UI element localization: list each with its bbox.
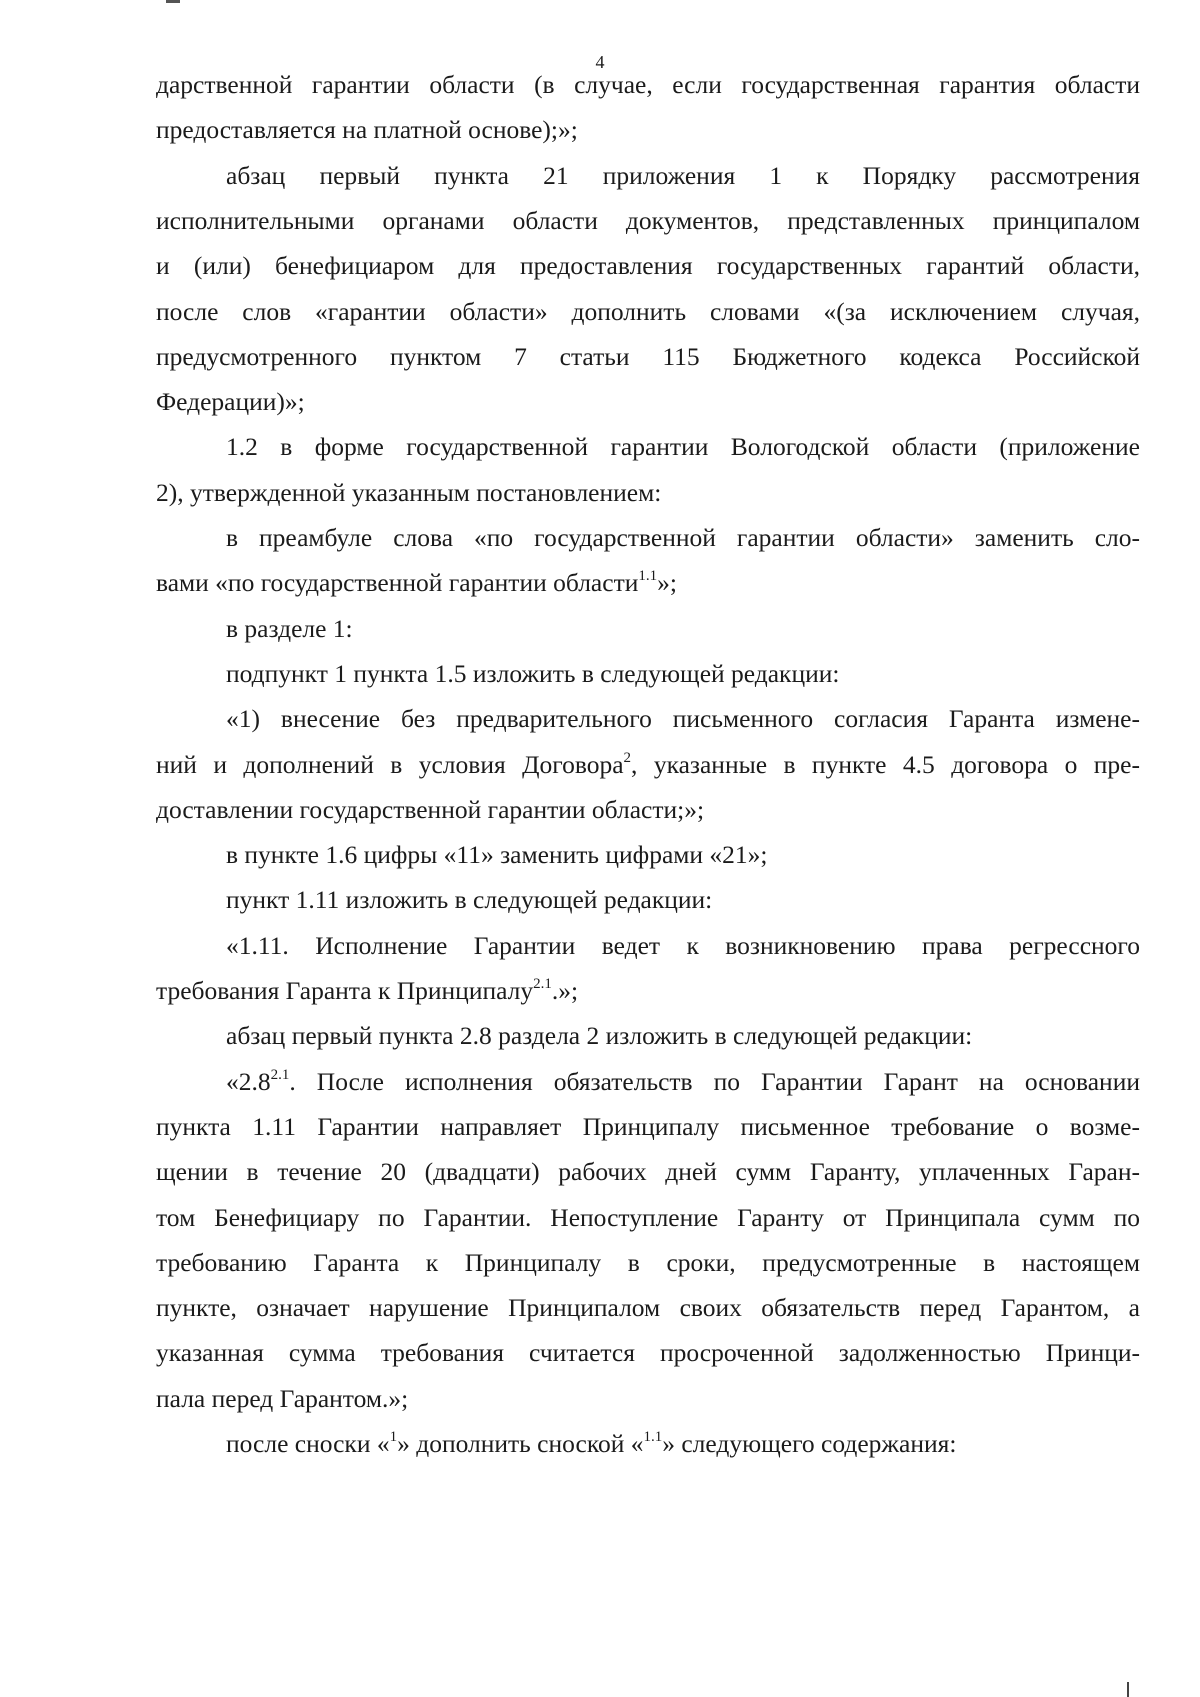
footnote-superscript: 1 — [389, 1429, 398, 1445]
text-segment: » следующего содержания: — [662, 1429, 957, 1458]
text-line — [156, 478, 1140, 508]
text-segment: Федерации)»; — [156, 387, 305, 417]
text-segment: предусмотренного пунктом 7 статьи 115 Бюджетного кодекса Российской — [156, 341, 1140, 371]
text-line — [156, 1384, 1140, 1414]
scan-artifact-bottom — [1127, 1682, 1129, 1697]
footnote-superscript: 1.1 — [643, 1429, 663, 1445]
text-segment: , указанные в пункте 4.5 договора о пре- — [631, 749, 1140, 779]
text-line — [226, 885, 1140, 915]
text-line — [156, 251, 1140, 281]
text-segment: «1) внесение без предварительного письменного согласия Гаранта измене- — [226, 704, 1140, 734]
text-line — [226, 161, 1140, 191]
footnote-superscript: 2.1 — [270, 1066, 290, 1083]
text-segment: ний и дополнений в условия Договора — [156, 749, 624, 779]
text-segment: »; — [657, 568, 677, 598]
page-number: 4 — [595, 52, 605, 72]
text-line — [226, 931, 1140, 961]
text-segment: пункт 1.11 изложить в следующей редакции: — [226, 885, 713, 915]
scan-artifact-top — [166, 0, 180, 3]
text-line — [156, 342, 1140, 372]
text-line — [226, 1021, 1140, 1051]
text-segment: . После исполнения обязательств по Гарантии Гарант на основании — [289, 1066, 1140, 1096]
text-line — [156, 795, 1140, 825]
text-segment: и (или) бенефициаром для предоставления государственных гарантий области, — [156, 251, 1140, 281]
text-segment: абзац первый пункта 2.8 раздела 2 изложить в следующей редакции: — [226, 1021, 973, 1051]
text-segment: дарственной гарантии области (в случае, если государственная гарантия области — [156, 70, 1140, 99]
text-line — [156, 297, 1140, 327]
text-line — [226, 1429, 1140, 1459]
text-line — [156, 1338, 1140, 1368]
text-segment: требования Гаранта к Принципалу — [156, 976, 534, 1005]
text-segment: вами «по государственной гарантии области — [156, 568, 639, 598]
text-segment: в преамбуле слова «по государственной гарантии области» заменить сло- — [226, 523, 1140, 552]
text-segment: «1.11. Исполнение Гарантии ведет к возникновению права регрессного — [226, 930, 1140, 960]
text-line — [156, 976, 1140, 1006]
footnote-superscript: 1.1 — [638, 568, 658, 585]
text-segment: пала перед Гарантом.»; — [156, 1383, 409, 1413]
text-line — [156, 206, 1140, 236]
text-line — [226, 523, 1140, 553]
text-line — [226, 840, 1140, 870]
text-line — [156, 115, 1140, 145]
text-segment: пункте, означает нарушение Принципалом своих обязательств перед Гарантом, а — [156, 1293, 1140, 1323]
text-segment: в пункте 1.6 цифры «11» заменить цифрами «21»; — [226, 840, 768, 870]
text-line — [156, 1157, 1140, 1187]
text-line — [226, 704, 1140, 734]
text-line — [156, 750, 1140, 780]
text-line — [156, 568, 1140, 598]
text-line — [226, 659, 1140, 689]
text-line — [226, 432, 1140, 462]
footnote-superscript: 2.1 — [533, 976, 552, 992]
text-segment: после слов «гарантии области» дополнить словами «(за исключением случая, — [156, 296, 1140, 326]
text-line — [226, 614, 1140, 644]
text-segment: .»; — [551, 976, 579, 1005]
text-segment: «2.8 — [226, 1066, 271, 1096]
text-segment: 2), утвержденной указанным постановлением: — [156, 477, 662, 507]
text-segment: 1.2 в форме государственной гарантии Вологодской области (приложение — [226, 432, 1140, 462]
footnote-superscript: 2 — [623, 749, 632, 766]
text-segment: исполнительными органами области документов, представленных принципалом — [156, 205, 1140, 235]
text-segment: предоставляется на платной основе);»; — [156, 115, 578, 145]
text-segment: доставлении государственной гарантии области;»; — [156, 794, 705, 824]
text-segment: требованию Гаранта к Принципалу в сроки, предусмотренные в настоящем — [156, 1247, 1140, 1277]
text-segment: абзац первый пункта 21 приложения 1 к Порядку рассмотрения — [226, 160, 1140, 190]
text-segment: щении в течение 20 (двадцати) рабочих дней сумм Гаранту, уплаченных Гаран- — [156, 1157, 1140, 1187]
text-line — [156, 387, 1140, 417]
text-line — [226, 1067, 1140, 1097]
text-line — [156, 1112, 1140, 1142]
text-segment: указанная сумма требования считается просроченной задолженностью Принци- — [156, 1338, 1140, 1368]
text-line — [156, 1248, 1140, 1278]
text-line — [156, 70, 1140, 100]
text-line — [156, 1203, 1140, 1233]
text-segment: в разделе 1: — [226, 613, 353, 643]
text-segment: том Бенефициару по Гарантии. Непоступление Гаранту от Принципала сумм по — [156, 1202, 1140, 1232]
text-segment: пункта 1.11 Гарантии направляет Принципалу письменное требование о возме- — [156, 1111, 1140, 1141]
text-segment: после сноски « — [226, 1429, 390, 1458]
text-segment: » дополнить сноской « — [397, 1429, 644, 1458]
text-line — [156, 1293, 1140, 1323]
text-segment: подпункт 1 пункта 1.5 изложить в следующей редакции: — [226, 658, 840, 688]
